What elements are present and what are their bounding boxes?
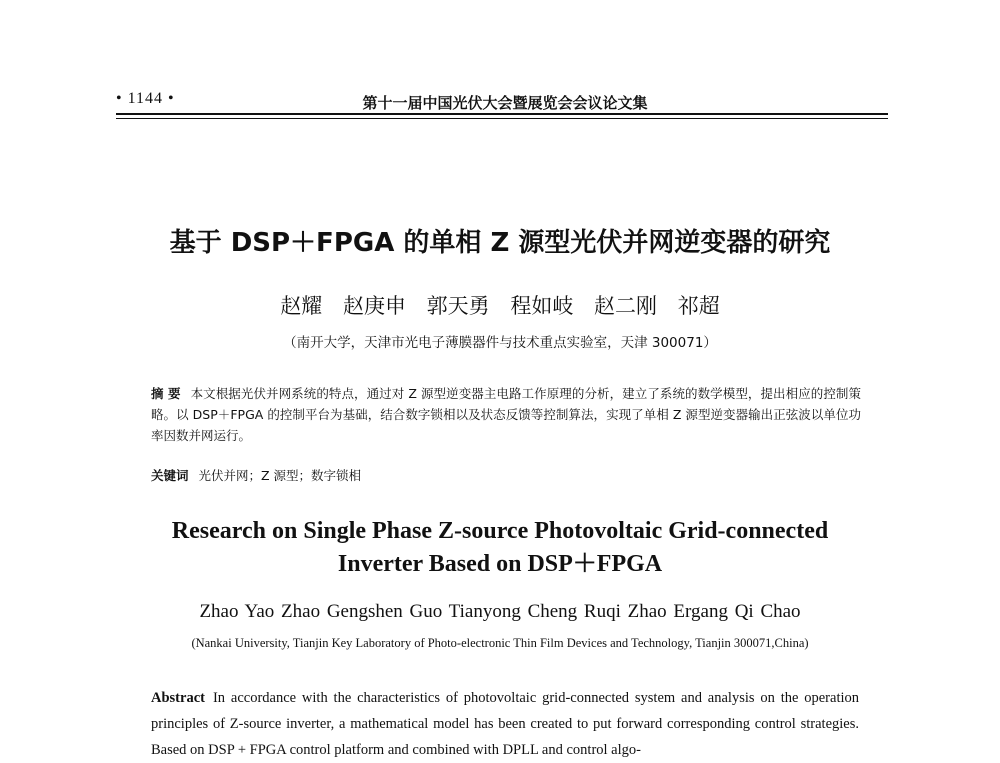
paper-title-english-line1: Research on Single Phase Z-source Photovoltaic Grid-connected xyxy=(171,518,829,544)
abstract-chinese xyxy=(151,383,861,446)
paper-title-chinese: 基于 DSP＋FPGA 的单相 Z 源型光伏并网逆变器的研究 xyxy=(169,228,831,258)
abstract-chinese-label: 摘 要 xyxy=(151,386,181,401)
keywords-chinese xyxy=(151,466,861,484)
running-title: 第十一届中国光伏大会暨展览会会议论文集 xyxy=(362,94,648,112)
keywords-chinese-text: 光伏并网；Z 源型；数字锁相 xyxy=(198,468,362,483)
page-number: • 1144 • xyxy=(116,90,175,107)
abstract-english xyxy=(151,685,859,763)
abstract-english-label: Abstract xyxy=(151,690,205,706)
paper-title-english-line2: Inverter Based on DSP＋FPGA xyxy=(337,551,663,577)
abstract-chinese-text: 本文根据光伏并网系统的特点，通过对 Z 源型逆变器主电路工作原理的分析，建立了系统的数学模型，提出相应的控制策略。以 DSP＋FPGA 的控制平台为基础，结合数字锁相以及状态反馈等控制算法，实现了单相 Z 源型逆变器输出正弦波以单位功率因数并网运行。 xyxy=(151,386,861,443)
keywords-chinese-label: 关键词 xyxy=(151,468,189,483)
paper-title-english xyxy=(0,515,1000,581)
abstract-english-text: In accordance with the characteristics of photovoltaic grid-connected system and analysis on the operation principles of Z-source inverter, a mathematical model has been created to put forward corresponding control strategies. Based on DSP + FPGA control platform and combined with DPLL and control algo- xyxy=(151,690,859,758)
header-rule-thin xyxy=(116,118,888,119)
affiliation-english: (Nankai University, Tianjin Key Laboratory of Photo-electronic Thin Film Devices and Technology, Tianjin 300071,China) xyxy=(191,636,809,650)
affiliation-chinese: （南开大学，天津市光电子薄膜器件与技术重点实验室，天津 300071） xyxy=(283,335,717,351)
authors-english: Zhao Yao Zhao Gengshen Guo Tianyong Cheng Ruqi Zhao Ergang Qi Chao xyxy=(199,601,801,622)
authors-chinese: 赵耀 赵庚申 郭天勇 程如岐 赵二刚 祁超 xyxy=(280,294,720,318)
header-rule-thick xyxy=(116,113,888,115)
